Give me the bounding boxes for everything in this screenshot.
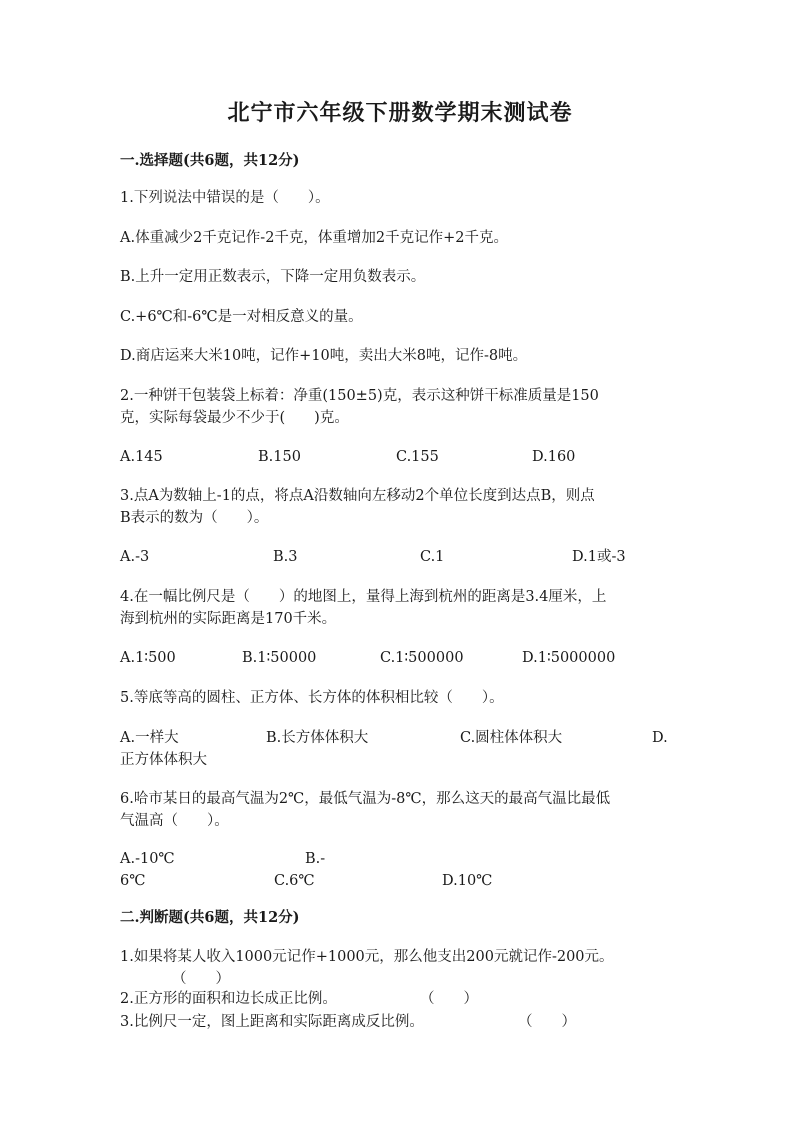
question-3-option-b: B.3 xyxy=(273,549,298,565)
question-5-option-a: A.一样大 xyxy=(120,730,179,746)
question-1-option-b: B.上升一定用正数表示，下降一定用负数表示。 xyxy=(120,269,426,285)
question-6-option-b-label: B.- xyxy=(305,851,326,867)
question-6-option-d: D.10℃ xyxy=(442,873,493,889)
question-1-option-c: C.+6℃和-6℃是一对相反意义的量。 xyxy=(120,309,363,325)
judgement-3-blank: （ ） xyxy=(518,1014,576,1030)
question-2-option-c: C.155 xyxy=(396,449,439,465)
question-3-option-c: C.1 xyxy=(420,549,445,565)
question-4-stem-line2: 海到杭州的实际距离是170千米。 xyxy=(120,611,337,627)
question-4-option-d: D.1∶5000000 xyxy=(522,650,616,666)
question-2-stem-line2: 克，实际每袋最少不少于( )克。 xyxy=(120,410,349,426)
question-2-option-d: D.160 xyxy=(532,449,576,465)
question-4-option-a: A.1∶500 xyxy=(120,650,176,666)
question-5-stem: 5.等底等高的圆柱、正方体、长方体的体积相比较（ ）。 xyxy=(120,690,504,706)
question-3-stem-line1: 3.点A为数轴上-1的点，将点A沿数轴向左移动2个单位长度到达点B，则点 xyxy=(120,488,595,504)
judgement-3: 3.比例尺一定，图上距离和实际距离成反比例。 xyxy=(120,1014,424,1030)
section-heading-judgement: 二.判断题(共6题，共12分) xyxy=(120,909,300,926)
question-3-option-d: D.1或-3 xyxy=(572,549,626,565)
judgement-1-blank: （ ） xyxy=(172,971,230,987)
judgement-2-blank: （ ） xyxy=(420,991,478,1007)
question-1-stem: 1.下列说法中错误的是（ ）。 xyxy=(120,190,330,206)
question-2-option-b: B.150 xyxy=(258,449,301,465)
question-3-option-a: A.-3 xyxy=(120,549,150,565)
question-6-option-a: A.-10℃ xyxy=(120,851,175,867)
question-2-option-a: A.145 xyxy=(120,449,163,465)
question-5-option-b: B.长方体体积大 xyxy=(266,730,369,746)
question-5-option-d-text: 正方体体积大 xyxy=(120,752,207,768)
question-5-option-d-label: D. xyxy=(652,730,668,746)
judgement-2: 2.正方形的面积和边长成正比例。 xyxy=(120,991,337,1007)
page-title: 北宁市六年级下册数学期末测试卷 xyxy=(227,100,573,126)
question-6-stem-line2: 气温高（ ）。 xyxy=(120,813,229,829)
question-1-option-d: D.商店运来大米10吨，记作+10吨，卖出大米8吨，记作-8吨。 xyxy=(120,348,528,364)
question-6-option-b-text: 6℃ xyxy=(120,873,146,889)
question-4-stem-line1: 4.在一幅比例尺是（ ）的地图上，量得上海到杭州的距离是3.4厘米，上 xyxy=(120,589,607,605)
judgement-1-line1: 1.如果将某人收入1000元记作+1000元，那么他支出200元就记作-200元。 xyxy=(120,949,614,965)
question-1-option-a: A.体重减少2千克记作-2千克，体重增加2千克记作+2千克。 xyxy=(120,230,509,246)
question-6-stem-line1: 6.哈市某日的最高气温为2℃，最低气温为-8℃，那么这天的最高气温比最低 xyxy=(120,791,611,807)
section-heading-choice: 一.选择题(共6题，共12分) xyxy=(120,152,300,169)
question-4-option-b: B.1∶50000 xyxy=(242,650,317,666)
question-2-stem-line1: 2.一种饼干包装袋上标着：净重(150±5)克，表示这种饼干标准质量是150 xyxy=(120,388,599,404)
question-4-option-c: C.1∶500000 xyxy=(380,650,464,666)
question-5-option-c: C.圆柱体体积大 xyxy=(460,730,563,746)
question-3-stem-line2: B表示的数为（ ）。 xyxy=(120,510,269,526)
question-6-option-c: C.6℃ xyxy=(274,873,315,889)
